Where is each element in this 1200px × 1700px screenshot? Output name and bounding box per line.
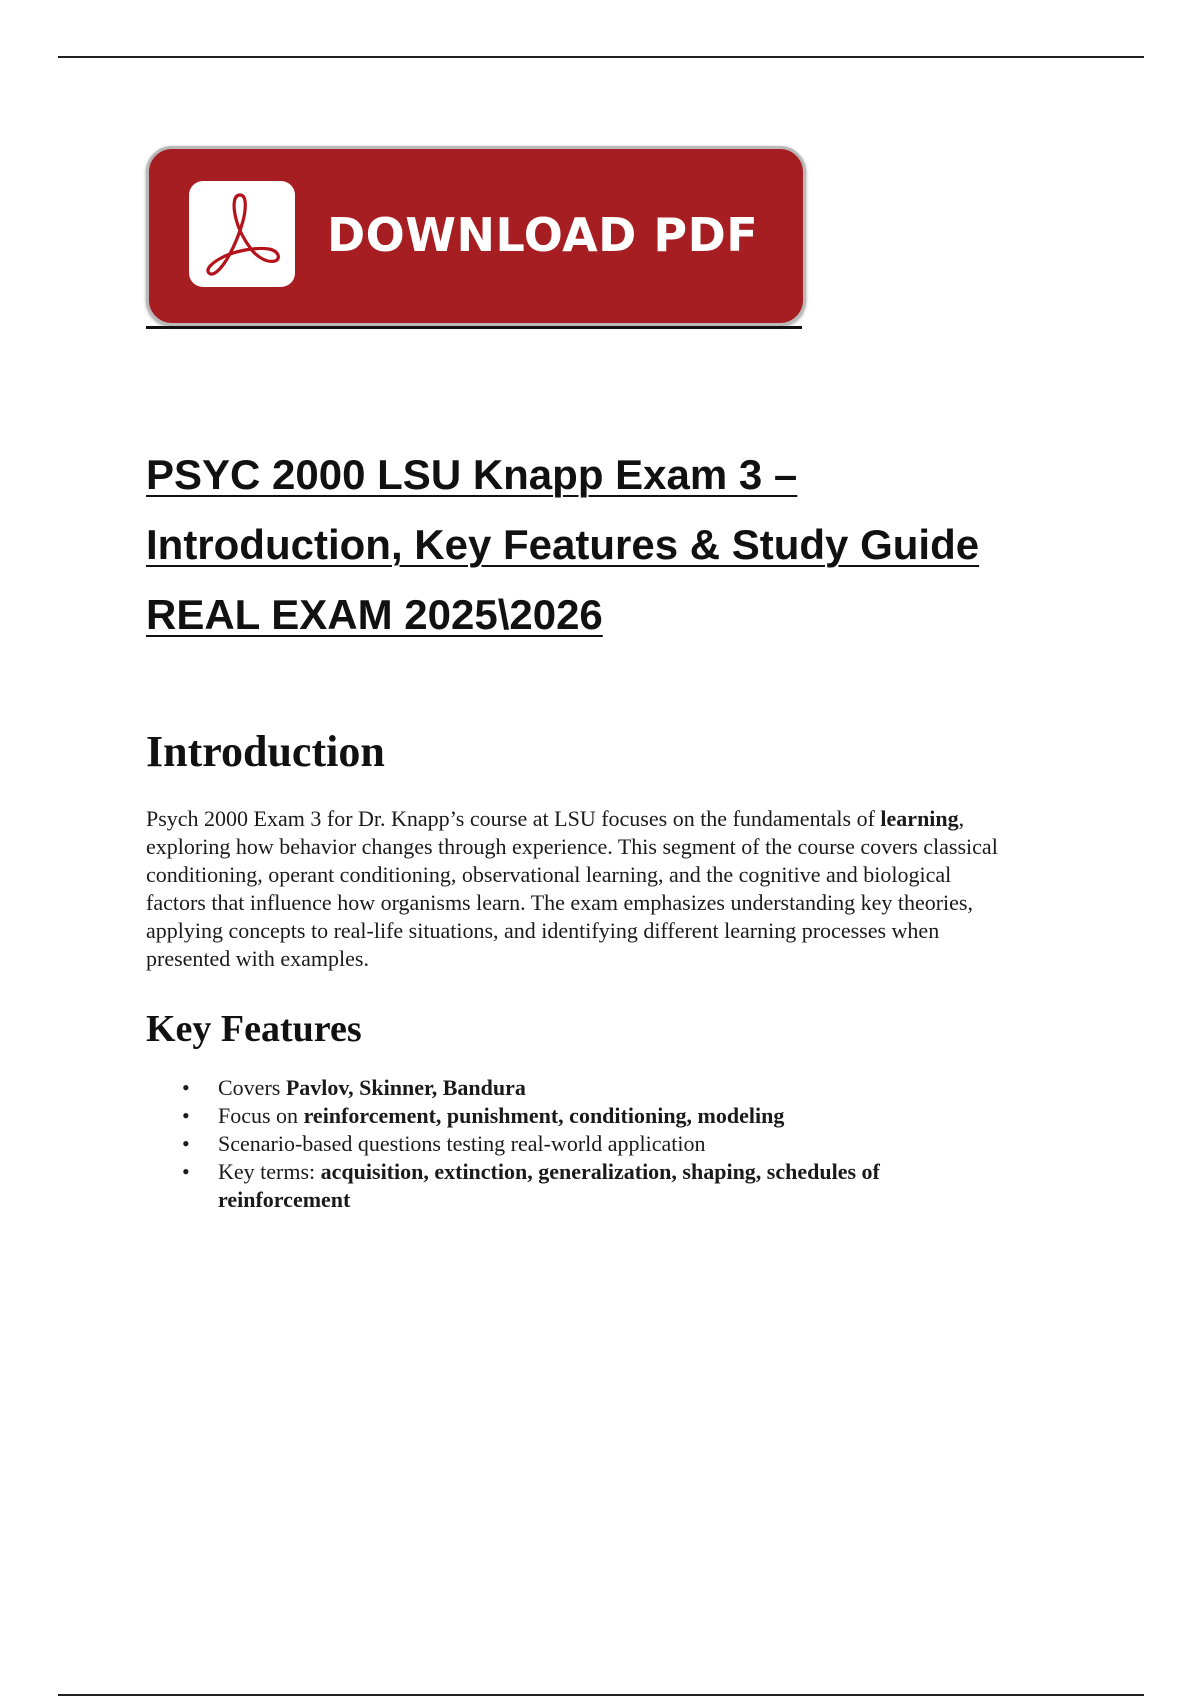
- bottom-divider: [58, 1694, 1144, 1696]
- bullet-icon: •: [182, 1159, 190, 1184]
- title-line-1: PSYC 2000 LSU Knapp Exam 3 –: [146, 451, 798, 498]
- intro-line: presented with examples.: [146, 946, 369, 971]
- top-divider: [58, 56, 1144, 58]
- title-line-2: Introduction, Key Features & Study Guide: [146, 521, 980, 568]
- title-line-3: REAL EXAM 2025\2026: [146, 591, 603, 638]
- bullet-icon: •: [182, 1103, 190, 1128]
- introduction-paragraph: [146, 805, 1086, 973]
- list-item: • Scenario-based questions testing real-world application: [182, 1131, 706, 1156]
- download-pdf-label: DOWNLOAD PDF: [327, 208, 759, 262]
- bullet-icon: •: [182, 1131, 190, 1156]
- list-item: • Key terms: acquisition, extinction, generalization, shaping, schedules of reinforcement: [182, 1159, 880, 1212]
- bullet-icon: •: [182, 1075, 190, 1100]
- intro-line: applying concepts to real-life situations, and identifying different learning processes when: [146, 918, 940, 943]
- key-features-list: [146, 1074, 1046, 1214]
- introduction-heading: Introduction: [146, 727, 385, 776]
- intro-line: exploring how behavior changes through experience. This segment of the course covers classical: [146, 834, 998, 859]
- intro-line: conditioning, operant conditioning, observational learning, and the cognitive and biological: [146, 862, 952, 887]
- document-title: [146, 440, 1146, 650]
- list-item: • Focus on reinforcement, punishment, conditioning, modeling: [182, 1103, 785, 1128]
- download-underline: [146, 326, 802, 329]
- pdf-icon: [189, 181, 295, 287]
- download-pdf-button[interactable]: [146, 146, 806, 326]
- list-item: • Covers Pavlov, Skinner, Bandura: [182, 1075, 526, 1100]
- intro-line: factors that influence how organisms learn. The exam emphasizes understanding key theories,: [146, 890, 973, 915]
- intro-line: Psych 2000 Exam 3 for Dr. Knapp’s course at LSU focuses on the fundamentals of learning,: [146, 806, 965, 831]
- key-features-heading: Key Features: [146, 1008, 362, 1050]
